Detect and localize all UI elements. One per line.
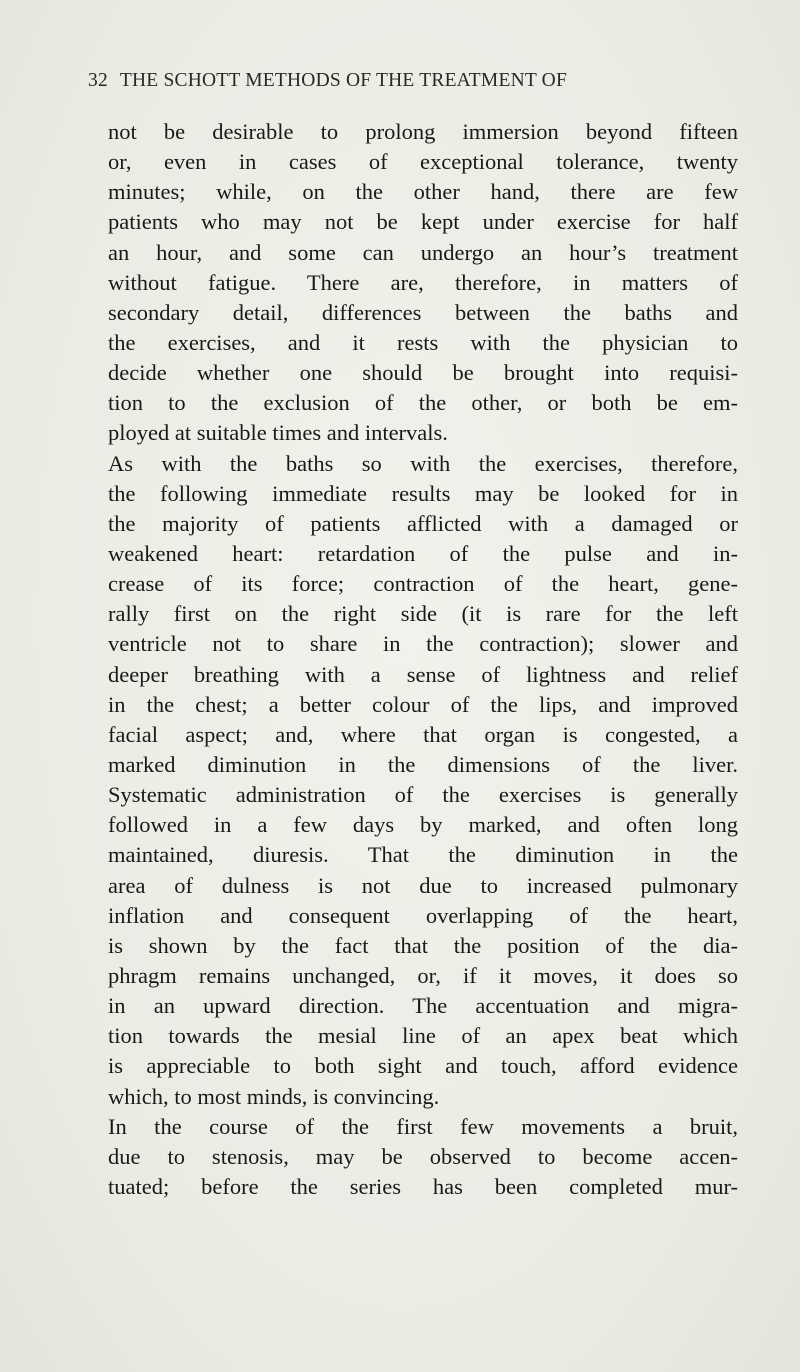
text-line: inflation and consequent overlapping of the heart, [108, 902, 738, 928]
running-title: THE SCHOTT METHODS OF THE TREATMENT OF [119, 70, 568, 91]
text-line: is appreciable to both sight and touch, afford evidence [108, 1053, 738, 1079]
text-line: Systematic administration of the exercises is generally [108, 782, 738, 808]
text-line: marked diminution in the dimensions of the liver. [108, 751, 738, 777]
text-line: facial aspect; and, where that organ is congested, a [108, 721, 738, 747]
text-line: secondary detail, differences between the baths and [108, 299, 738, 325]
text-line: without fatigue. There are, therefore, in matters of [108, 269, 738, 295]
text-line: tion to the exclusion of the other, or both be em- [108, 390, 738, 416]
text-line: in the chest; a better colour of the lips, and improved [108, 691, 738, 717]
body-text [108, 117, 738, 1202]
text-line: maintained, diuresis. That the diminution in the [108, 842, 738, 868]
text-line: the following immediate results may be looked for in [108, 480, 738, 506]
text-line: In the course of the first few movements a bruit, [108, 1113, 738, 1139]
text-line: is shown by the fact that the position of the dia- [108, 932, 738, 958]
text-line: As with the baths so with the exercises, therefore, [108, 450, 738, 476]
text-line: tion towards the mesial line of an apex beat which [108, 1023, 738, 1049]
text-line: decide whether one should be brought into requisi- [108, 360, 738, 386]
text-line: tuated; before the series has been completed mur- [108, 1173, 738, 1199]
text-line: the majority of patients afflicted with a damaged or [108, 510, 738, 536]
text-line: minutes; while, on the other hand, there are few [108, 179, 738, 205]
text-line: patients who may not be kept under exercise for half [108, 209, 738, 235]
text-line: followed in a few days by marked, and often long [108, 812, 738, 838]
text-line: or, even in cases of exceptional tolerance, twenty [108, 149, 738, 175]
page-number: 32 [88, 70, 108, 91]
text-line: crease of its force; contraction of the heart, gene- [108, 571, 738, 597]
text-line: deeper breathing with a sense of lightness and relief [108, 661, 738, 687]
text-line: the exercises, and it rests with the physician to [108, 329, 738, 355]
text-line: phragm remains unchanged, or, if it moves, it does so [108, 962, 738, 988]
text-line: ventricle not to share in the contraction); slower and [108, 631, 738, 657]
text-line: in an upward direction. The accentuation and migra- [108, 993, 738, 1019]
text-line: not be desirable to prolong immersion beyond fifteen [108, 119, 738, 144]
text-line: an hour, and some can undergo an hour’s treatment [108, 239, 738, 265]
running-head [88, 70, 718, 92]
text-line: due to stenosis, may be observed to become accen- [108, 1143, 738, 1169]
text-line: rally first on the right side (it is rare for the left [108, 601, 738, 627]
text-line: ployed at suitable times and intervals. [108, 420, 448, 446]
text-line: area of dulness is not due to increased pulmonary [108, 872, 738, 898]
text-line: which, to most minds, is convincing. [108, 1083, 440, 1109]
text-line: weakened heart: retardation of the pulse and in- [108, 540, 738, 566]
